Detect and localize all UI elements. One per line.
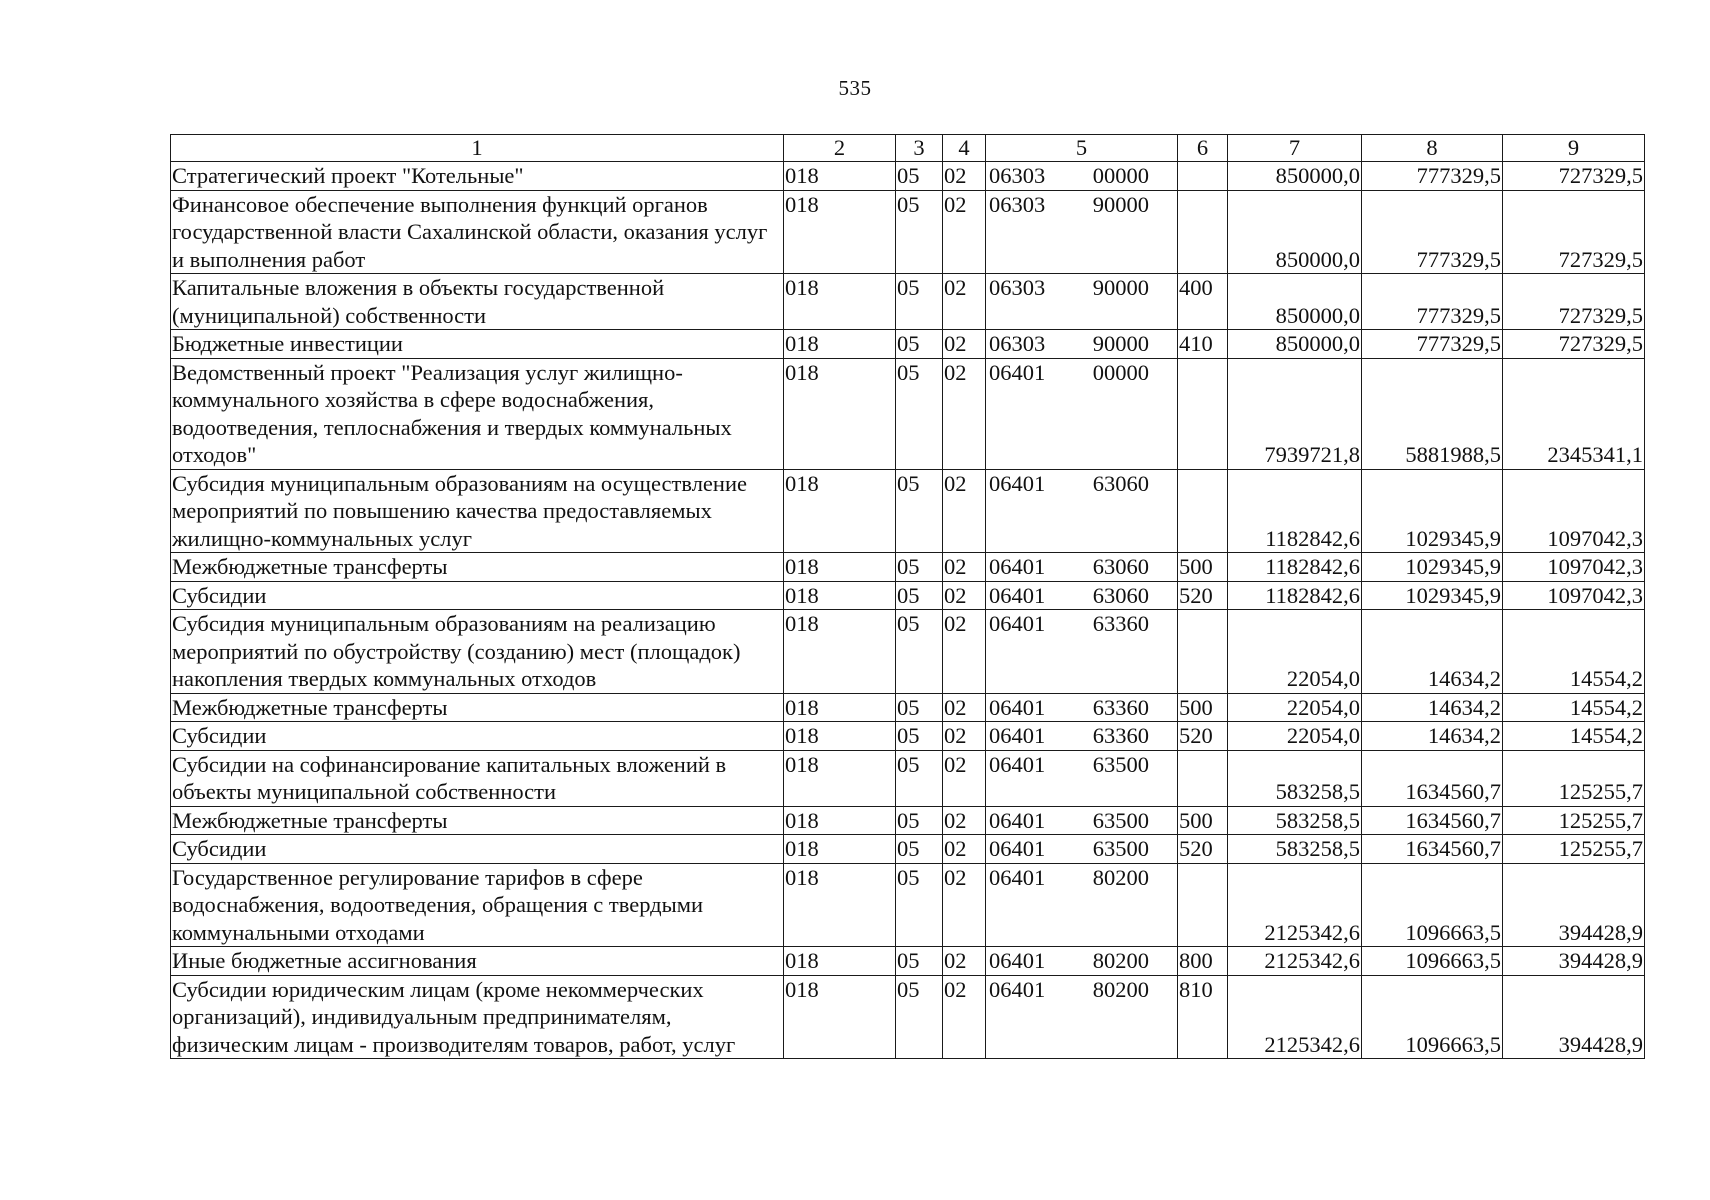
row-value-9: 394428,9 [1503,947,1645,976]
row-code-5-pair [986,162,1177,190]
row-code-5-program: 06401 [989,864,1046,890]
table-row [171,722,1645,751]
row-value-7: 1182842,6 [1228,469,1362,553]
row-code-5-pair [986,582,1177,610]
row-code-5 [986,358,1178,469]
table-row [171,947,1645,976]
row-code-3: 05 [896,750,943,806]
row-value-8: 5881988,5 [1362,358,1503,469]
row-name: Ведомственный проект "Реализация услуг жилищно-коммунального хозяйства в сфере водоснабжения, водоотведения, теплоснабжения и твердых коммунальных отходов" [171,358,784,469]
row-code-6: 410 [1178,330,1228,359]
row-code-6 [1178,863,1228,947]
row-code-6 [1178,162,1228,191]
row-value-8: 1029345,9 [1362,553,1503,582]
row-code-2: 018 [784,693,896,722]
row-value-9: 14554,2 [1503,610,1645,694]
row-code-3: 05 [896,581,943,610]
row-code-6: 500 [1178,806,1228,835]
row-code-5-direction: 63060 [1092,582,1149,608]
row-code-5-program: 06401 [989,751,1046,777]
row-code-5-program: 06401 [989,359,1046,385]
row-value-8: 1634560,7 [1362,750,1503,806]
row-code-6: 800 [1178,947,1228,976]
row-code-5-pair [986,610,1177,638]
row-code-4: 02 [943,806,986,835]
row-value-9: 1097042,3 [1503,553,1645,582]
row-value-9: 125255,7 [1503,835,1645,864]
row-code-5-program: 06401 [989,611,1046,636]
row-code-5-direction: 90000 [1092,275,1149,300]
row-value-7: 22054,0 [1228,693,1362,722]
row-value-7: 583258,5 [1228,806,1362,835]
row-value-8: 1029345,9 [1362,581,1503,610]
row-value-9: 727329,5 [1503,330,1645,359]
row-name: Субсидии юридическим лицам (кроме некоммерческих организаций), индивидуальным предпринимателям, физическим лицам - производителям товаров, работ, услуг [171,975,784,1059]
row-code-2: 018 [784,162,896,191]
row-code-5-pair [986,947,1177,975]
row-code-4: 02 [943,947,986,976]
row-code-2: 018 [784,469,896,553]
row-code-5-direction: 80200 [1092,864,1149,890]
row-name: Финансовое обеспечение выполнения функций органов государственной власти Сахалинской области, оказания услуг и выполнения работ [171,190,784,274]
row-code-6: 520 [1178,581,1228,610]
row-code-6: 500 [1178,693,1228,722]
row-code-5 [986,722,1178,751]
row-code-2: 018 [784,863,896,947]
row-value-9: 727329,5 [1503,190,1645,274]
table-row [171,806,1645,835]
row-code-3: 05 [896,610,943,694]
row-code-3: 05 [896,947,943,976]
row-value-9: 1097042,3 [1503,581,1645,610]
row-value-9: 125255,7 [1503,806,1645,835]
table-row [171,162,1645,191]
row-code-6 [1178,750,1228,806]
row-value-9: 394428,9 [1503,863,1645,947]
table-row [171,358,1645,469]
table-row [171,581,1645,610]
row-code-5-program: 06401 [989,948,1046,973]
page-number: 535 [838,76,872,100]
row-value-7: 2125342,6 [1228,975,1362,1059]
row-code-5-pair [986,835,1177,863]
row-code-5-pair [986,864,1177,892]
row-code-4: 02 [943,469,986,553]
row-value-7: 850000,0 [1228,330,1362,359]
row-name: Стратегический проект "Котельные" [171,162,784,191]
row-code-5-program: 06303 [989,275,1046,300]
row-value-9: 14554,2 [1503,693,1645,722]
row-code-5-pair [986,330,1177,358]
row-code-5-program: 06401 [989,976,1046,1002]
row-code-2: 018 [784,190,896,274]
row-code-5-direction: 00000 [1092,359,1149,385]
row-code-5-program: 06401 [989,723,1046,748]
row-value-8: 777329,5 [1362,162,1503,191]
row-code-2: 018 [784,581,896,610]
row-value-8: 1634560,7 [1362,806,1503,835]
row-code-3: 05 [896,162,943,191]
row-code-4: 02 [943,722,986,751]
row-code-5-program: 06401 [989,836,1046,861]
row-name: Межбюджетные трансферты [171,553,784,582]
row-value-9: 1097042,3 [1503,469,1645,553]
table-row [171,274,1645,330]
row-code-2: 018 [784,553,896,582]
header-col-8: 8 [1362,135,1503,162]
row-code-5-direction: 63360 [1092,611,1149,636]
row-code-5-direction: 90000 [1092,191,1149,217]
header-col-2: 2 [784,135,896,162]
row-code-3: 05 [896,190,943,274]
row-value-7: 583258,5 [1228,750,1362,806]
row-code-2: 018 [784,835,896,864]
row-code-4: 02 [943,190,986,274]
row-name: Бюджетные инвестиции [171,330,784,359]
row-code-5-pair [986,976,1177,1004]
row-value-7: 583258,5 [1228,835,1362,864]
row-code-5-pair [986,359,1177,387]
row-code-5-program: 06401 [989,807,1046,833]
row-code-5 [986,863,1178,947]
row-code-5-pair [986,751,1177,779]
row-code-5-direction: 63500 [1092,751,1149,777]
header-col-3: 3 [896,135,943,162]
row-name: Межбюджетные трансферты [171,693,784,722]
row-code-4: 02 [943,693,986,722]
table-row [171,610,1645,694]
row-code-5-program: 06401 [989,694,1046,720]
table-body [171,135,1645,1059]
row-value-7: 22054,0 [1228,722,1362,751]
header-col-6: 6 [1178,135,1228,162]
row-name: Субсидии [171,722,784,751]
row-code-6: 400 [1178,274,1228,330]
header-col-5: 5 [986,135,1178,162]
row-value-8: 1096663,5 [1362,975,1503,1059]
header-col-4: 4 [943,135,986,162]
row-value-7: 7939721,8 [1228,358,1362,469]
row-code-5-program: 06401 [989,470,1046,496]
row-value-7: 1182842,6 [1228,581,1362,610]
row-name: Субсидия муниципальным образованиям на реализацию мероприятий по обустройству (созданию) мест (площадок) накопления твердых коммунальных отходов [171,610,784,694]
row-code-5 [986,693,1178,722]
row-code-3: 05 [896,330,943,359]
row-name: Субсидии [171,581,784,610]
row-code-2: 018 [784,750,896,806]
row-code-6 [1178,469,1228,553]
row-value-8: 14634,2 [1362,693,1503,722]
row-code-4: 02 [943,581,986,610]
table-row [171,553,1645,582]
row-code-5-direction: 80200 [1092,948,1149,973]
row-code-6 [1178,358,1228,469]
header-row [171,135,1645,162]
row-code-5-pair [986,694,1177,722]
row-code-5-direction: 63360 [1092,694,1149,720]
table-row [171,469,1645,553]
row-code-5 [986,750,1178,806]
budget-table [170,134,1645,1059]
row-code-5-program: 06303 [989,191,1046,217]
row-value-7: 850000,0 [1228,274,1362,330]
row-code-5-program: 06401 [989,582,1046,608]
table-row [171,975,1645,1059]
table-row [171,190,1645,274]
row-value-9: 125255,7 [1503,750,1645,806]
row-code-5-pair [986,807,1177,835]
row-code-2: 018 [784,358,896,469]
row-code-5 [986,330,1178,359]
row-code-6 [1178,610,1228,694]
row-code-5 [986,806,1178,835]
row-code-6: 520 [1178,835,1228,864]
row-code-5-direction: 63060 [1092,554,1149,579]
row-code-2: 018 [784,330,896,359]
row-value-7: 1182842,6 [1228,553,1362,582]
row-code-5 [986,975,1178,1059]
row-code-3: 05 [896,722,943,751]
row-code-5 [986,553,1178,582]
row-code-4: 02 [943,553,986,582]
row-code-3: 05 [896,835,943,864]
row-code-2: 018 [784,722,896,751]
row-value-8: 1029345,9 [1362,469,1503,553]
row-code-5-pair [986,553,1177,581]
row-value-9: 727329,5 [1503,274,1645,330]
row-code-5 [986,469,1178,553]
row-value-8: 1096663,5 [1362,947,1503,976]
row-code-5-pair [986,470,1177,498]
row-code-3: 05 [896,863,943,947]
row-code-6 [1178,190,1228,274]
row-code-2: 018 [784,947,896,976]
row-name: Капитальные вложения в объекты государственной (муниципальной) собственности [171,274,784,330]
row-code-5-program: 06303 [989,331,1046,356]
row-code-2: 018 [784,806,896,835]
row-code-5 [986,947,1178,976]
row-value-9: 14554,2 [1503,722,1645,751]
row-code-5-direction: 90000 [1092,331,1149,356]
row-name: Иные бюджетные ассигнования [171,947,784,976]
row-name: Субсидия муниципальным образованиям на осуществление мероприятий по повышению качества предоставляемых жилищно-коммунальных услуг [171,469,784,553]
row-code-5 [986,190,1178,274]
row-code-4: 02 [943,975,986,1059]
row-value-8: 1634560,7 [1362,835,1503,864]
row-code-3: 05 [896,274,943,330]
table-row [171,330,1645,359]
row-code-4: 02 [943,162,986,191]
row-code-5-direction: 63060 [1092,470,1149,496]
header-col-7: 7 [1228,135,1362,162]
row-code-2: 018 [784,975,896,1059]
row-code-5-pair [986,191,1177,219]
row-value-7: 22054,0 [1228,610,1362,694]
row-value-7: 850000,0 [1228,162,1362,191]
row-value-8: 777329,5 [1362,190,1503,274]
row-value-8: 777329,5 [1362,274,1503,330]
row-value-8: 1096663,5 [1362,863,1503,947]
row-code-6: 500 [1178,553,1228,582]
row-code-5-direction: 63500 [1092,836,1149,861]
row-code-4: 02 [943,274,986,330]
row-value-8: 14634,2 [1362,610,1503,694]
row-code-6: 520 [1178,722,1228,751]
row-name: Государственное регулирование тарифов в сфере водоснабжения, водоотведения, обращения с твердыми коммунальными отходами [171,863,784,947]
row-code-5-direction: 80200 [1092,976,1149,1002]
table-row [171,693,1645,722]
row-code-5-direction: 00000 [1092,163,1149,188]
table-row [171,750,1645,806]
row-code-2: 018 [784,274,896,330]
row-code-5-pair [986,274,1177,302]
row-code-3: 05 [896,469,943,553]
row-code-5 [986,274,1178,330]
row-code-4: 02 [943,330,986,359]
row-code-5 [986,162,1178,191]
row-value-7: 2125342,6 [1228,947,1362,976]
row-code-4: 02 [943,358,986,469]
table-row [171,863,1645,947]
row-value-8: 777329,5 [1362,330,1503,359]
row-value-8: 14634,2 [1362,722,1503,751]
row-value-7: 2125342,6 [1228,863,1362,947]
row-code-5-direction: 63500 [1092,807,1149,833]
row-code-3: 05 [896,806,943,835]
row-code-5 [986,835,1178,864]
row-code-3: 05 [896,358,943,469]
row-code-5-program: 06401 [989,554,1046,579]
row-code-6: 810 [1178,975,1228,1059]
row-code-3: 05 [896,975,943,1059]
header-col-9: 9 [1503,135,1645,162]
row-name: Межбюджетные трансферты [171,806,784,835]
row-code-4: 02 [943,610,986,694]
row-code-4: 02 [943,750,986,806]
row-code-3: 05 [896,553,943,582]
row-code-5-program: 06303 [989,163,1046,188]
row-code-5 [986,610,1178,694]
row-name: Субсидии на софинансирование капитальных вложений в объекты муниципальной собственности [171,750,784,806]
row-code-5-pair [986,722,1177,750]
header-col-1: 1 [171,135,784,162]
row-code-4: 02 [943,863,986,947]
row-code-5 [986,581,1178,610]
table-row [171,835,1645,864]
row-code-2: 018 [784,610,896,694]
row-value-7: 850000,0 [1228,190,1362,274]
row-value-9: 2345341,1 [1503,358,1645,469]
row-code-4: 02 [943,835,986,864]
row-value-9: 727329,5 [1503,162,1645,191]
row-name: Субсидии [171,835,784,864]
row-code-5-direction: 63360 [1092,723,1149,748]
row-code-3: 05 [896,693,943,722]
row-value-9: 394428,9 [1503,975,1645,1059]
